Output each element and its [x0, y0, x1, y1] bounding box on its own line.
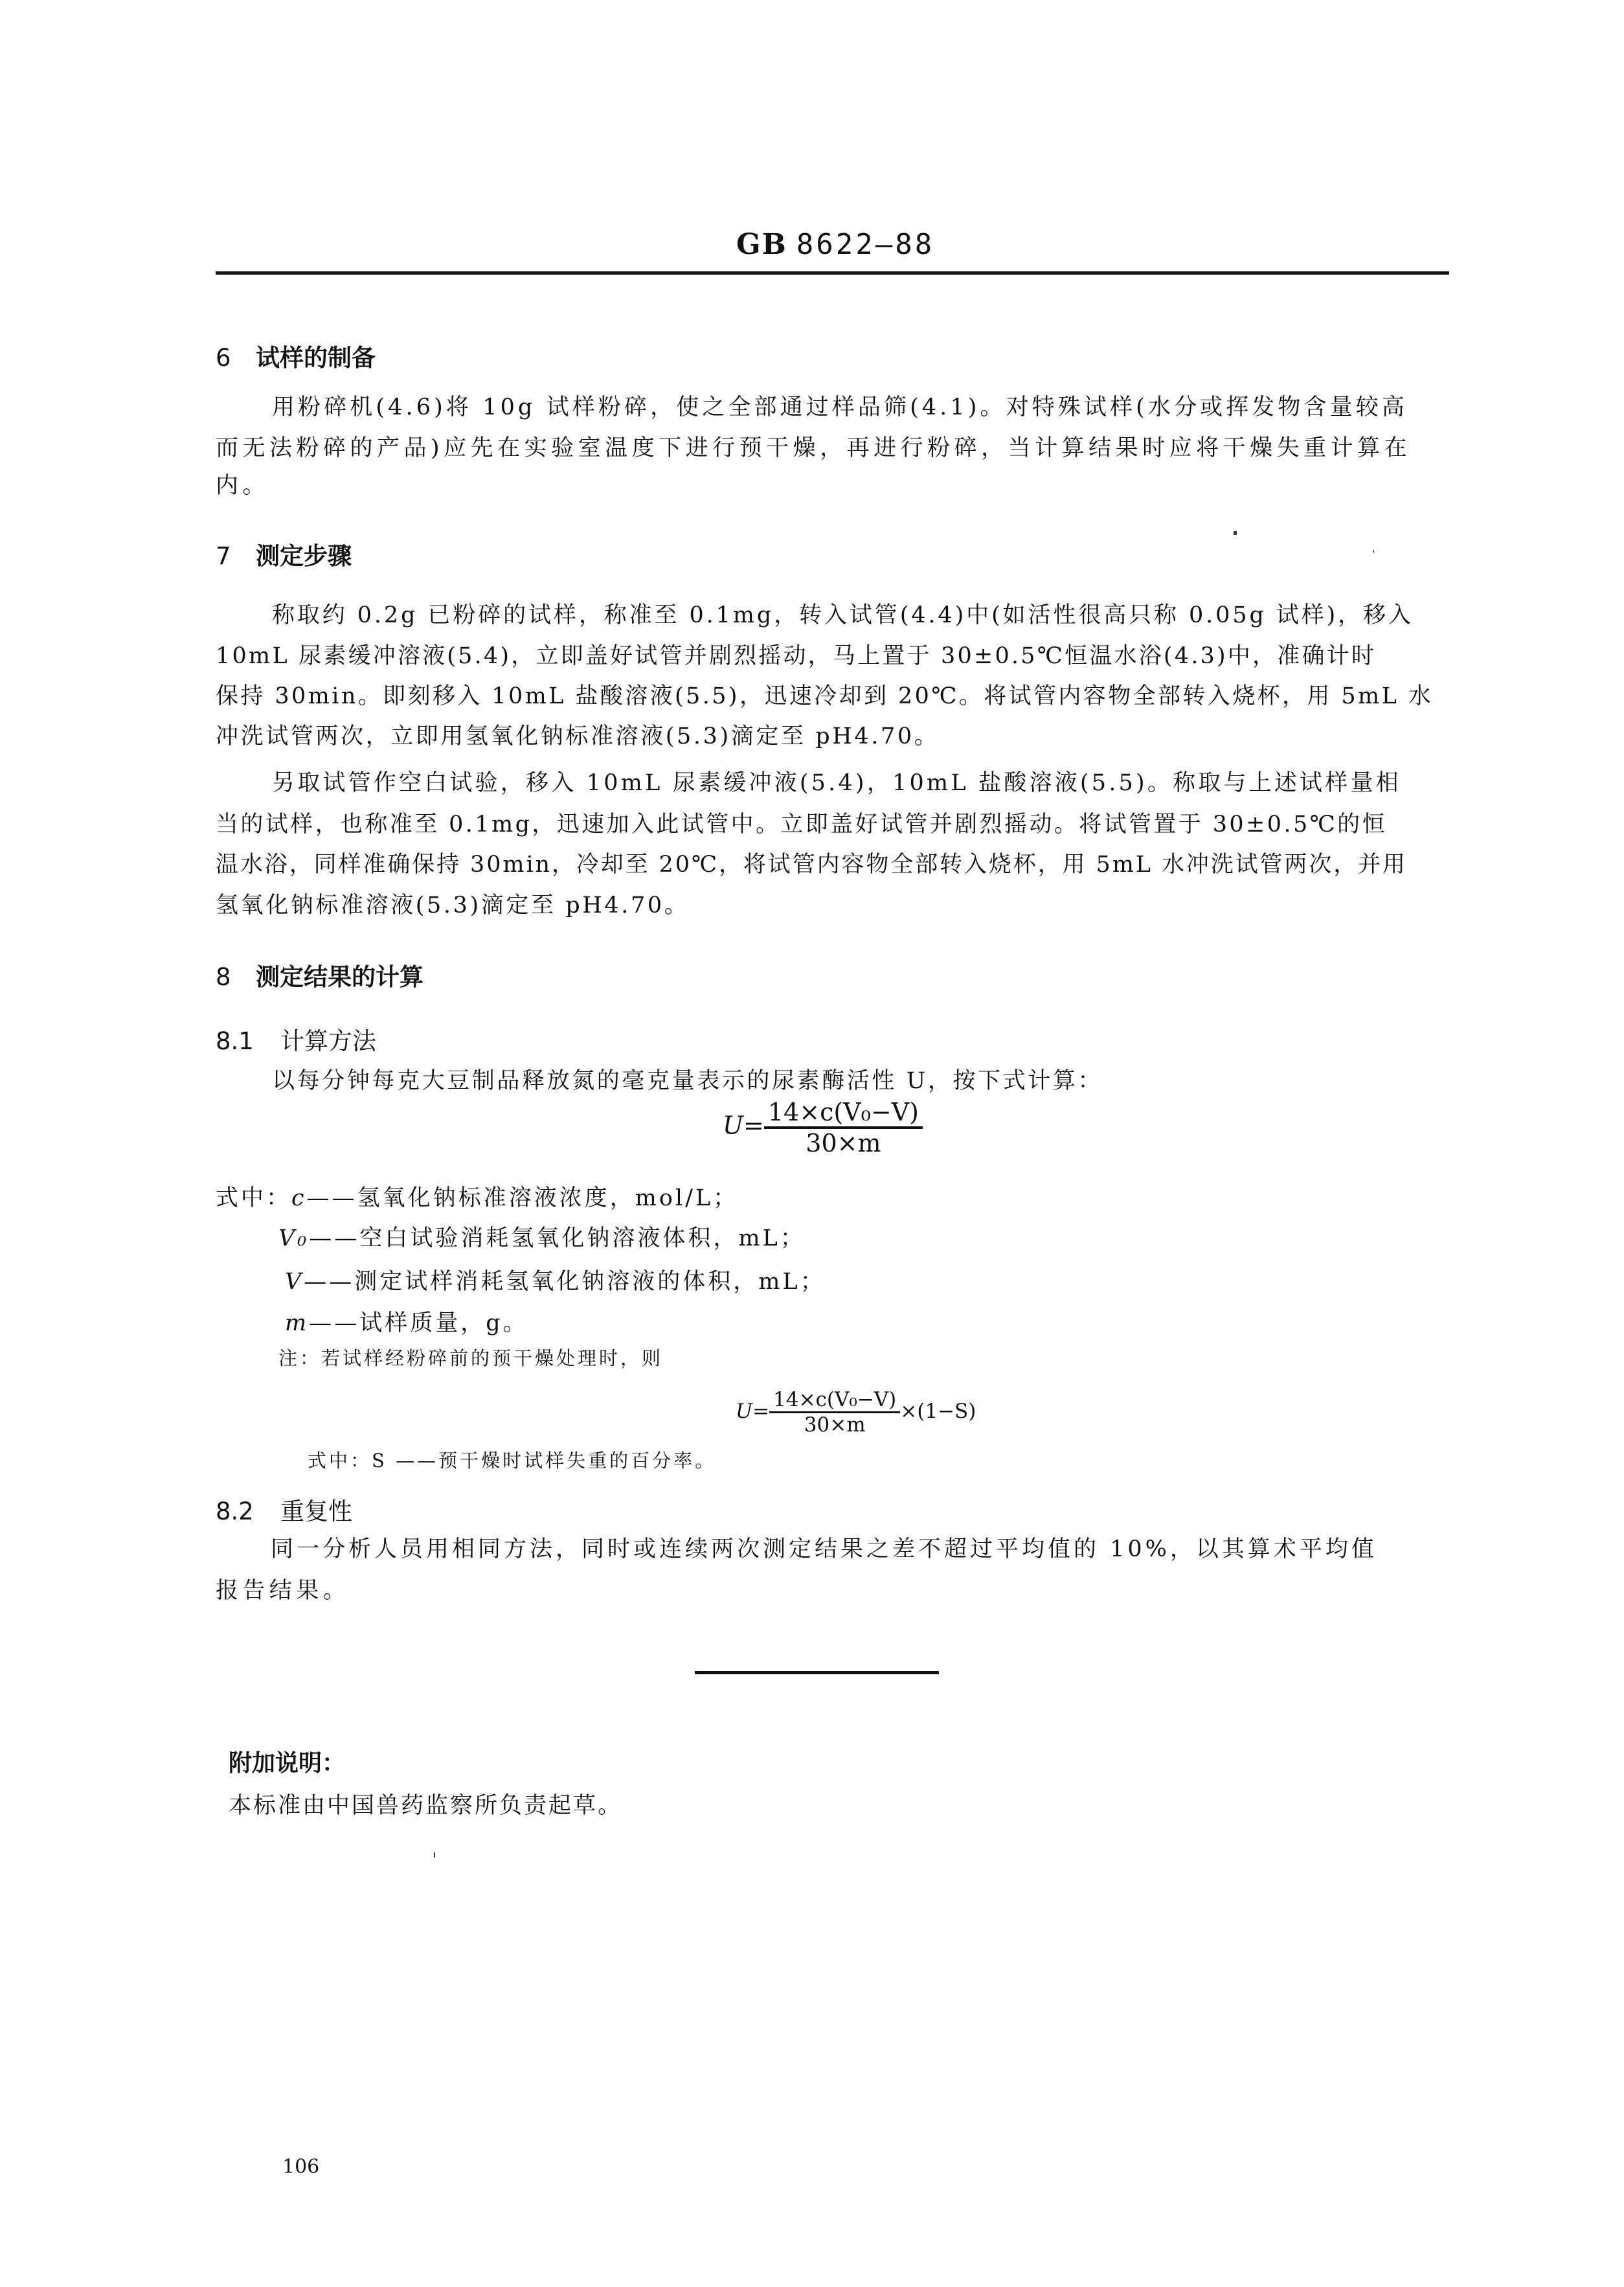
formula-numerator: 14×c(V₀−V): [767, 1098, 919, 1126]
formula2-equals: =: [752, 1400, 770, 1423]
formula-equals: =: [743, 1111, 764, 1140]
section-7-p2-line-1: 另取试管作空白试验，移入 10mL 尿素缓冲液(5.4)，10mL 盐酸溶液(5.5)。称取与上述试样量相: [272, 770, 1401, 796]
section-8-title: 测定结果的计算: [256, 963, 423, 991]
section-8-2-line-2: 报告结果。: [216, 1578, 350, 1604]
scan-speck: [434, 1852, 435, 1858]
formula-with-drying-loss: [736, 1388, 976, 1437]
formula-lhs: U: [723, 1111, 744, 1140]
section-7-title: 测定步骤: [256, 542, 352, 570]
standard-prefix: GB: [736, 228, 787, 261]
variable-m: m——试样质量，g。: [285, 1310, 528, 1336]
section-7-p1-line-1: 称取约 0.2g 已粉碎的试样，称准至 0.1mg，转入试管(4.4)中(如活性很高只称 0.05g 试样)，移入: [272, 602, 1414, 628]
formula2-lhs: U: [736, 1400, 753, 1423]
end-separator-rule: [695, 1671, 939, 1674]
section-8-1-intro: 以每分钟每克大豆制品释放氮的毫克量表示的尿素酶活性 U，按下式计算：: [272, 1068, 1103, 1094]
section-8-heading: 8 测定结果的计算: [216, 963, 423, 991]
standard-number: 8622—88: [796, 228, 935, 261]
section-6-line-3: 内。: [216, 473, 269, 499]
note-predrying: 注：若试样经粉碎前的预干燥处理时，则: [278, 1347, 664, 1369]
formula2-numerator: 14×c(V₀−V): [773, 1388, 897, 1411]
section-7-heading: 7 测定步骤: [216, 542, 352, 570]
page-number: 106: [282, 2156, 320, 2178]
section-8-2-heading: 8.2 重复性: [216, 1497, 352, 1525]
formula2-denominator: 30×m: [804, 1413, 866, 1437]
appendix-title: 附加说明：: [229, 1750, 346, 1777]
section-6-line-2: 而无法粉碎的产品)应先在实验室温度下进行预干燥，再进行粉碎，当计算结果时应将干燥失重计算在: [216, 435, 1412, 461]
variable-v0: V₀——空白试验消耗氢氧化钠溶液体积，mL；: [278, 1225, 806, 1251]
variable-c: 式中：c——氢氧化钠标准溶液浓度，mol/L；: [216, 1185, 739, 1211]
section-6-title: 试样的制备: [256, 344, 376, 372]
section-6-line-1: 用粉碎机(4.6)将 10g 试样粉碎，使之全部通过样品筛(4.1)。对特殊试样(水分或挥发物含量较高: [272, 394, 1408, 420]
standard-number-header: [736, 228, 934, 261]
formula-urease-activity: [723, 1098, 923, 1157]
section-7-p1-line-3: 保持 30min。即刻移入 10mL 盐酸溶液(5.5)，迅速冷却到 20℃。将试管内容物全部转入烧杯，用 5mL 水: [216, 683, 1434, 709]
scan-speck: [1234, 531, 1237, 535]
section-8-2-title: 重复性: [280, 1497, 352, 1525]
formula-fraction: [764, 1098, 923, 1157]
section-7-p1-line-2: 10mL 尿素缓冲溶液(5.4)，立即盖好试管并剧烈摇动，马上置于 30±0.5℃恒温水浴(4.3)中，准确计时: [216, 643, 1377, 669]
variable-v: V——测定试样消耗氢氧化钠溶液的体积，mL；: [285, 1269, 826, 1295]
scan-speck: [1373, 551, 1374, 552]
appendix-text: 本标准由中国兽药监察所负责起草。: [229, 1793, 623, 1819]
section-7-p2-line-3: 温水浴，同样准确保持 30min，冷却至 20℃，将试管内容物全部转入烧杯，用 5mL 水冲洗试管两次，并用: [216, 852, 1407, 878]
formula2-fraction: [769, 1388, 900, 1437]
note-where-s: 式中：S ——预干燥时试样失重的百分率。: [308, 1450, 717, 1472]
section-8-2-line-1: 同一分析人员用相同方法，同时或连续两次测定结果之差不超过平均值的 10%，以其算术平均值: [271, 1536, 1377, 1562]
section-8-1-title: 计算方法: [280, 1027, 376, 1055]
section-6-heading: 6 试样的制备: [216, 344, 376, 372]
formula-denominator: 30×m: [806, 1129, 881, 1157]
formula2-suffix: ×(1−S): [900, 1400, 976, 1423]
section-7-p2-line-4: 氢氧化钠标准溶液(5.3)滴定至 pH4.70。: [216, 893, 690, 918]
section-7-p1-line-4: 冲洗试管两次，立即用氢氧化钠标准溶液(5.3)滴定至 pH4.70。: [216, 723, 940, 749]
header-rule: [216, 271, 1449, 275]
section-7-p2-line-2: 当的试样，也称准至 0.1mg，迅速加入此试管中。立即盖好试管并剧烈摇动。将试管置于 30±0.5℃的恒: [216, 812, 1387, 837]
section-8-1-heading: 8.1 计算方法: [216, 1027, 376, 1055]
